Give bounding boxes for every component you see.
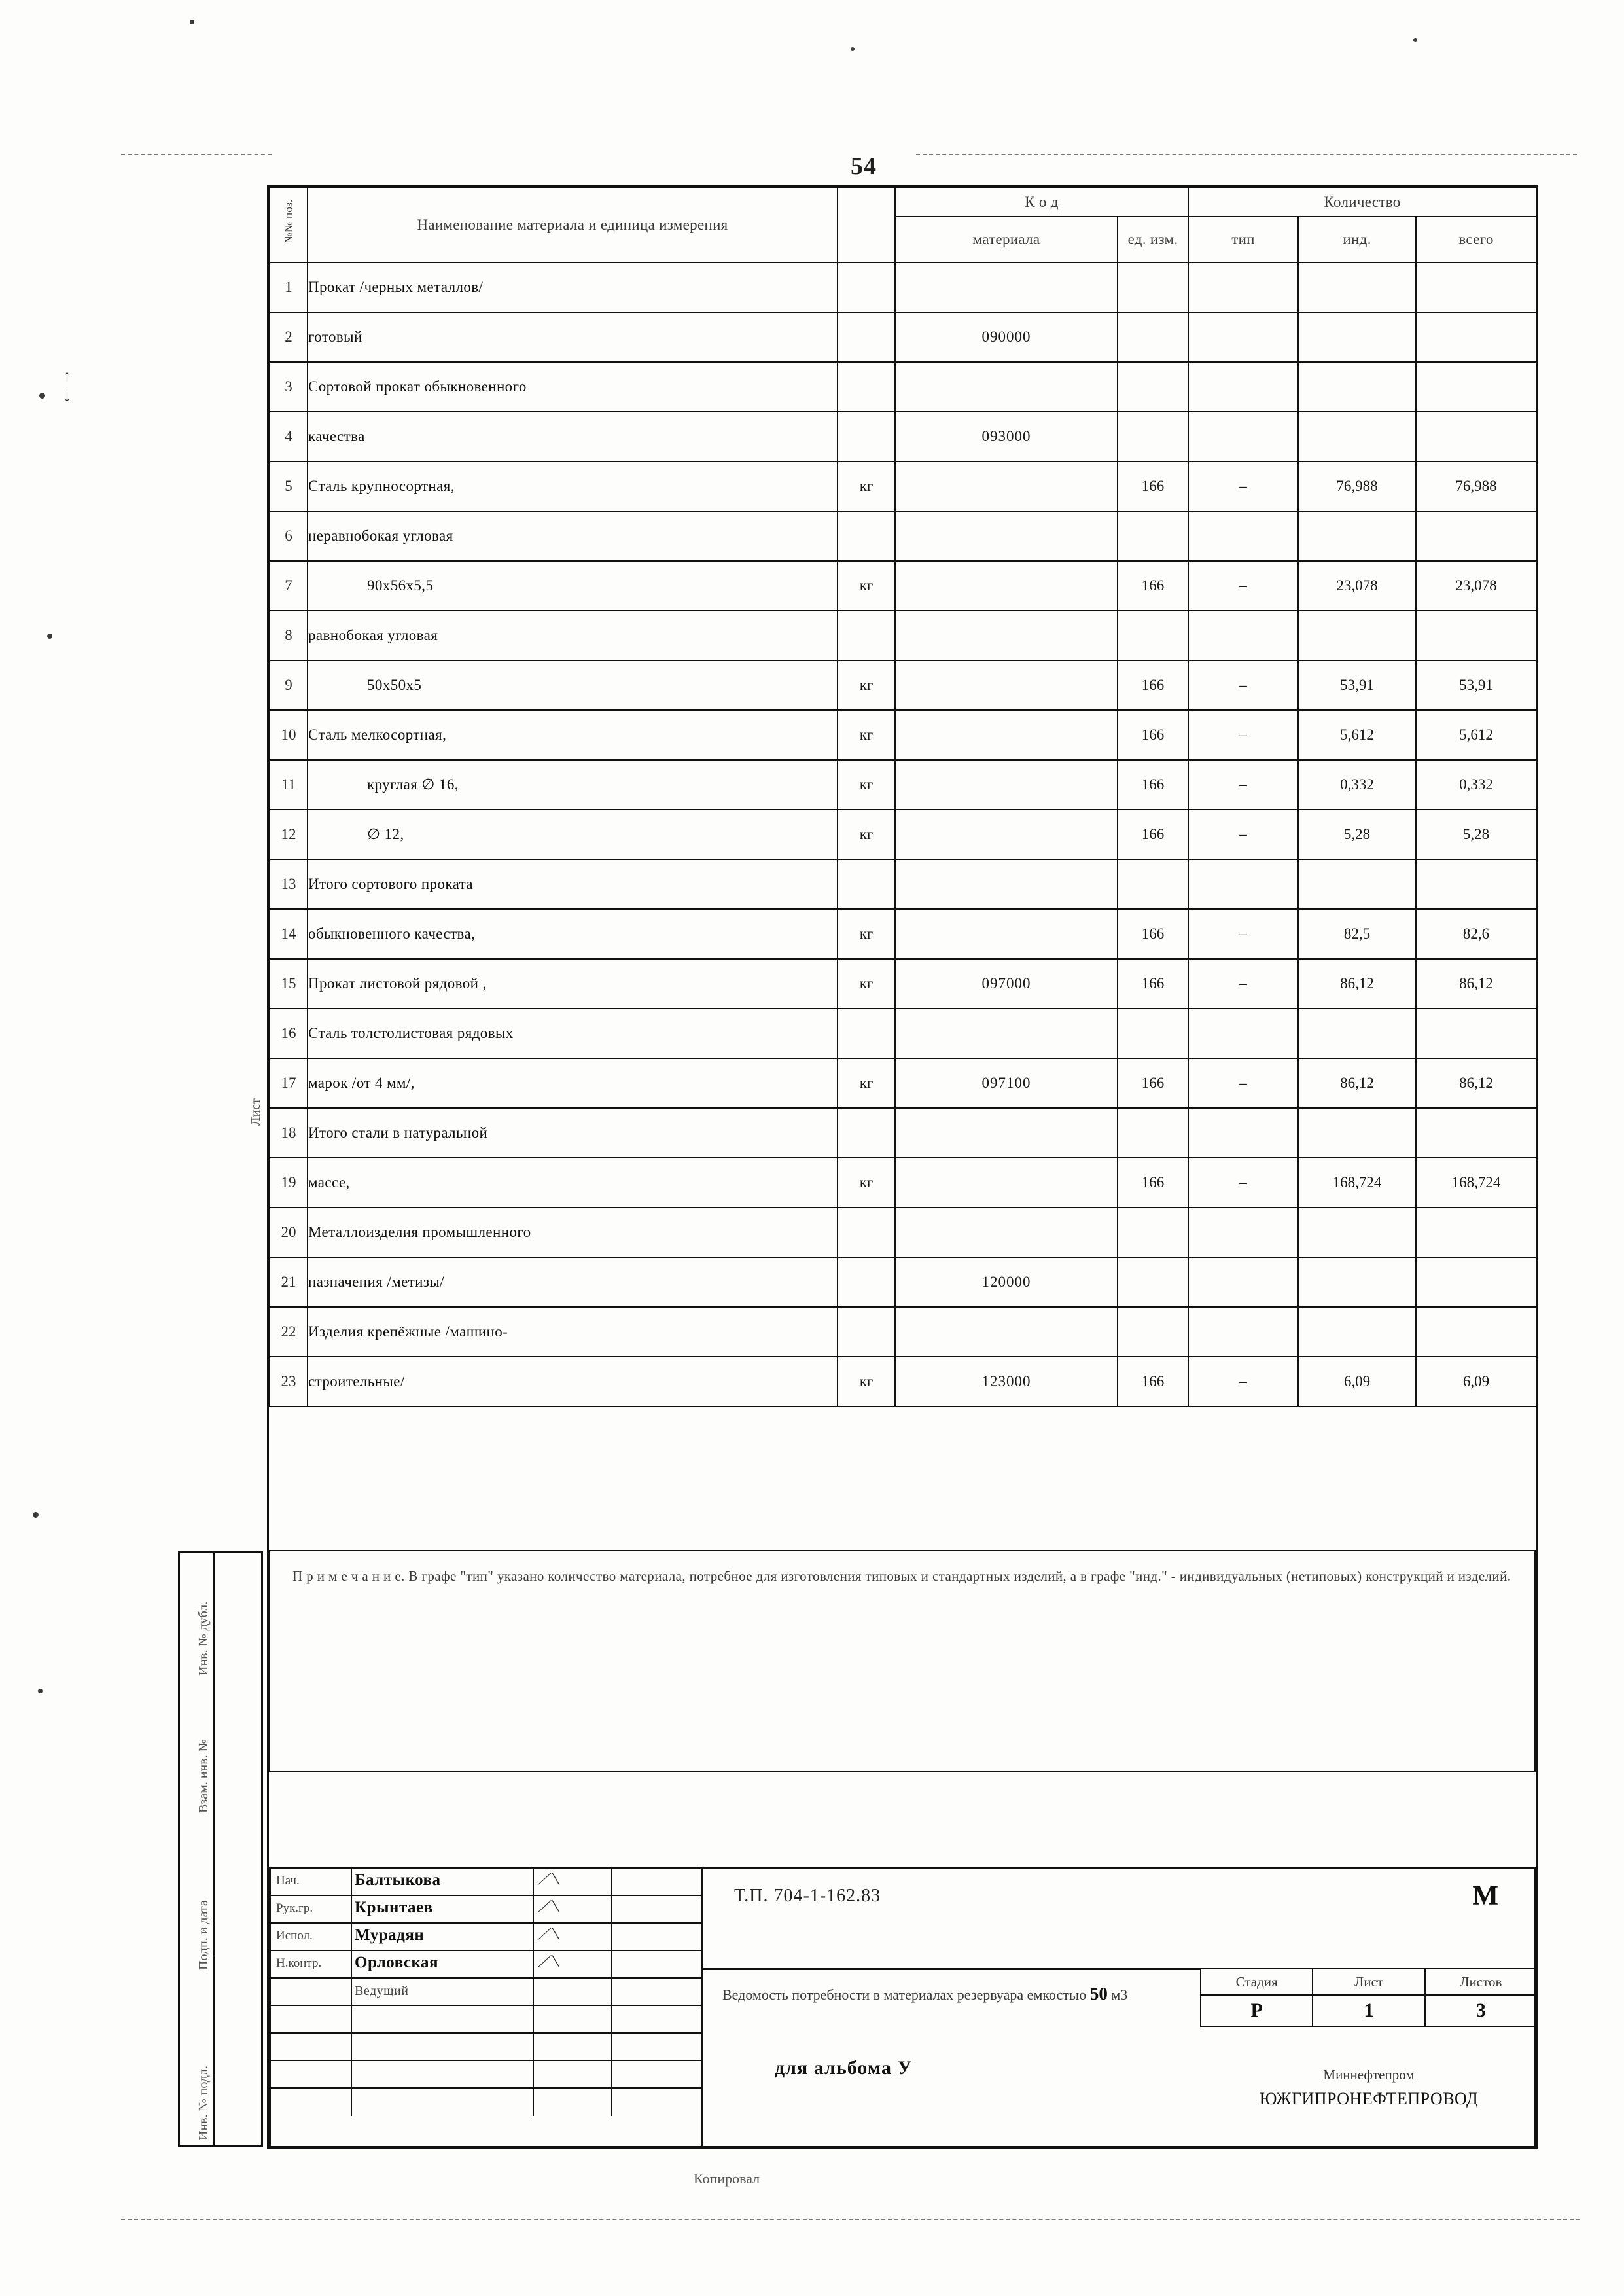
mark-letter: М bbox=[1472, 1881, 1498, 1911]
material-unit: кг bbox=[838, 1058, 895, 1108]
code-unit: 166 bbox=[1118, 1357, 1188, 1407]
qty-tip bbox=[1188, 412, 1298, 461]
scan-speck bbox=[33, 1512, 39, 1518]
material-code bbox=[895, 760, 1118, 810]
qty-total bbox=[1416, 611, 1536, 660]
code-unit bbox=[1118, 1009, 1188, 1058]
project-code: Т.П. 704-1-162.83 bbox=[734, 1886, 881, 1906]
row-number: 16 bbox=[270, 1009, 308, 1058]
margin-label-list: Лист bbox=[249, 1098, 263, 1126]
material-name: массе, bbox=[308, 1158, 838, 1208]
qty-total bbox=[1416, 262, 1536, 312]
material-name: строительные/ bbox=[308, 1357, 838, 1407]
code-unit bbox=[1118, 1208, 1188, 1257]
qty-total bbox=[1416, 859, 1536, 909]
code-unit: 166 bbox=[1118, 1058, 1188, 1108]
page-number: 54 bbox=[851, 152, 877, 180]
signature-role: Н.контр. bbox=[276, 1956, 322, 1970]
code-unit: 166 bbox=[1118, 461, 1188, 511]
row-number: 17 bbox=[270, 1058, 308, 1108]
row-number: 8 bbox=[270, 611, 308, 660]
material-name: готовый bbox=[308, 312, 838, 362]
title-block-center bbox=[703, 1869, 1200, 2146]
sheet-value: 1 bbox=[1313, 1995, 1424, 2026]
header-qty-total: всего bbox=[1416, 217, 1536, 262]
code-unit: 166 bbox=[1118, 710, 1188, 760]
material-unit: кг bbox=[838, 1357, 895, 1407]
material-unit: кг bbox=[838, 760, 895, 810]
margin-arrow-icon: ↑ ↓ bbox=[63, 367, 71, 405]
material-unit: кг bbox=[838, 710, 895, 760]
material-code bbox=[895, 611, 1118, 660]
code-unit: 166 bbox=[1118, 1158, 1188, 1208]
row-number: 18 bbox=[270, 1108, 308, 1158]
code-unit: 166 bbox=[1118, 760, 1188, 810]
signature-mark: ⟋⟍ bbox=[538, 1925, 560, 1943]
object-units: м3 bbox=[1111, 1986, 1128, 2003]
table-row bbox=[270, 611, 1536, 660]
notes-block bbox=[269, 1550, 1536, 1772]
material-name: 50х50х5 bbox=[308, 660, 838, 710]
qty-ind bbox=[1298, 262, 1416, 312]
scan-speck bbox=[190, 20, 194, 24]
header-code-unit: ед. изм. bbox=[1118, 217, 1188, 262]
qty-total bbox=[1416, 1009, 1536, 1058]
qty-tip bbox=[1188, 1108, 1298, 1158]
qty-total: 168,724 bbox=[1416, 1158, 1536, 1208]
material-unit bbox=[838, 262, 895, 312]
material-name: Металлоизделия промышленного bbox=[308, 1208, 838, 1257]
qty-ind: 168,724 bbox=[1298, 1158, 1416, 1208]
qty-tip bbox=[1188, 312, 1298, 362]
qty-total bbox=[1416, 312, 1536, 362]
material-name: качества bbox=[308, 412, 838, 461]
row-number: 20 bbox=[270, 1208, 308, 1257]
scan-speck bbox=[38, 1689, 43, 1693]
row-number: 14 bbox=[270, 909, 308, 959]
material-code bbox=[895, 660, 1118, 710]
signature-table bbox=[271, 1869, 703, 2146]
row-number: 15 bbox=[270, 959, 308, 1009]
code-unit: 166 bbox=[1118, 959, 1188, 1009]
table-row bbox=[270, 1307, 1536, 1357]
material-code bbox=[895, 909, 1118, 959]
qty-tip bbox=[1188, 262, 1298, 312]
material-name: Сталь толстолистовая рядовых bbox=[308, 1009, 838, 1058]
qty-ind: 76,988 bbox=[1298, 461, 1416, 511]
qty-ind: 86,12 bbox=[1298, 1058, 1416, 1108]
ministry-name: Миннефтепром bbox=[1323, 2067, 1415, 2083]
code-unit bbox=[1118, 1307, 1188, 1357]
qty-ind: 5,612 bbox=[1298, 710, 1416, 760]
row-number: 12 bbox=[270, 810, 308, 859]
material-code bbox=[895, 1108, 1118, 1158]
scan-speck bbox=[47, 634, 52, 639]
stage-header: Стадия bbox=[1201, 1969, 1313, 1995]
title-block bbox=[269, 1867, 1536, 2148]
scan-speck bbox=[851, 47, 855, 51]
qty-ind bbox=[1298, 412, 1416, 461]
material-unit bbox=[838, 1307, 895, 1357]
table-row bbox=[270, 262, 1536, 312]
code-unit bbox=[1118, 1257, 1188, 1307]
title-block-right bbox=[1200, 1869, 1538, 2146]
material-name: назначения /метизы/ bbox=[308, 1257, 838, 1307]
stage-sheet-table bbox=[1200, 1968, 1538, 2027]
material-code bbox=[895, 511, 1118, 561]
header-unit-spacer bbox=[838, 188, 895, 262]
table-row bbox=[270, 1158, 1536, 1208]
qty-total bbox=[1416, 1108, 1536, 1158]
object-volume: 50 bbox=[1089, 1984, 1108, 2003]
material-name: Сталь мелкосортная, bbox=[308, 710, 838, 760]
header-qty-tip: тип bbox=[1188, 217, 1298, 262]
table-row bbox=[270, 511, 1536, 561]
qty-tip: – bbox=[1188, 959, 1298, 1009]
table-row bbox=[270, 1009, 1536, 1058]
material-code bbox=[895, 1009, 1118, 1058]
row-number: 1 bbox=[270, 262, 308, 312]
qty-tip: – bbox=[1188, 1357, 1298, 1407]
material-unit bbox=[838, 859, 895, 909]
header-code-group: К о д bbox=[895, 188, 1188, 217]
left-margin-strip bbox=[178, 1551, 263, 2147]
trim-mark-bottom bbox=[121, 2219, 1580, 2220]
signature-row bbox=[271, 1924, 701, 1951]
row-number: 19 bbox=[270, 1158, 308, 1208]
signature-mark: ⟋⟍ bbox=[538, 1870, 560, 1888]
signature-row-empty bbox=[271, 2034, 701, 2061]
sheet-header: Лист bbox=[1313, 1969, 1424, 1995]
qty-total: 76,988 bbox=[1416, 461, 1536, 511]
table-row bbox=[270, 1108, 1536, 1158]
material-name: равнобокая угловая bbox=[308, 611, 838, 660]
signature-row-empty bbox=[271, 2089, 701, 2116]
row-number: 9 bbox=[270, 660, 308, 710]
sheets-value: 3 bbox=[1425, 1995, 1537, 2026]
table-row bbox=[270, 1257, 1536, 1307]
qty-ind: 53,91 bbox=[1298, 660, 1416, 710]
qty-ind bbox=[1298, 1208, 1416, 1257]
qty-tip: – bbox=[1188, 660, 1298, 710]
material-unit bbox=[838, 1009, 895, 1058]
code-unit bbox=[1118, 859, 1188, 909]
qty-ind: 6,09 bbox=[1298, 1357, 1416, 1407]
signature-row bbox=[271, 1896, 701, 1924]
qty-ind: 0,332 bbox=[1298, 760, 1416, 810]
code-unit bbox=[1118, 511, 1188, 561]
qty-total: 5,28 bbox=[1416, 810, 1536, 859]
material-code bbox=[895, 810, 1118, 859]
table-row bbox=[270, 1208, 1536, 1257]
qty-ind: 5,28 bbox=[1298, 810, 1416, 859]
qty-tip bbox=[1188, 1009, 1298, 1058]
material-unit: кг bbox=[838, 909, 895, 959]
material-unit: кг bbox=[838, 561, 895, 611]
material-code: 120000 bbox=[895, 1257, 1118, 1307]
row-number: 23 bbox=[270, 1357, 308, 1407]
qty-tip bbox=[1188, 1307, 1298, 1357]
code-unit: 166 bbox=[1118, 660, 1188, 710]
qty-ind: 82,5 bbox=[1298, 909, 1416, 959]
signature-row-empty bbox=[271, 2006, 701, 2034]
trim-mark-top-right bbox=[916, 154, 1577, 155]
qty-total: 86,12 bbox=[1416, 1058, 1536, 1108]
organization-block bbox=[1200, 2065, 1538, 2111]
table-row bbox=[270, 1357, 1536, 1407]
code-unit bbox=[1118, 412, 1188, 461]
material-code bbox=[895, 262, 1118, 312]
material-code bbox=[895, 1208, 1118, 1257]
material-unit bbox=[838, 1208, 895, 1257]
qty-total bbox=[1416, 1257, 1536, 1307]
material-unit: кг bbox=[838, 1158, 895, 1208]
row-number: 13 bbox=[270, 859, 308, 909]
row-number: 11 bbox=[270, 760, 308, 810]
code-unit: 166 bbox=[1118, 810, 1188, 859]
row-number: 2 bbox=[270, 312, 308, 362]
material-name: Изделия крепёжные /машино- bbox=[308, 1307, 838, 1357]
qty-ind bbox=[1298, 1108, 1416, 1158]
table-row bbox=[270, 1058, 1536, 1108]
qty-total: 53,91 bbox=[1416, 660, 1536, 710]
material-name: марок /от 4 мм/, bbox=[308, 1058, 838, 1108]
header-qty-ind: инд. bbox=[1298, 217, 1416, 262]
left-margin-divider bbox=[213, 1553, 215, 2145]
table-row bbox=[270, 859, 1536, 909]
signature-row bbox=[271, 1951, 701, 1979]
row-number: 4 bbox=[270, 412, 308, 461]
code-unit: 166 bbox=[1118, 909, 1188, 959]
copied-label: Копировал bbox=[694, 2170, 760, 2187]
materials-table-body bbox=[270, 262, 1536, 1407]
material-name: обыкновенного качества, bbox=[308, 909, 838, 959]
qty-ind: 23,078 bbox=[1298, 561, 1416, 611]
material-name: Сталь крупносортная, bbox=[308, 461, 838, 511]
material-unit bbox=[838, 312, 895, 362]
stage-value: Р bbox=[1201, 1995, 1313, 2026]
header-row-number: №№ поз. bbox=[270, 188, 308, 262]
qty-tip: – bbox=[1188, 1058, 1298, 1108]
material-code bbox=[895, 1307, 1118, 1357]
signature-role: Нач. bbox=[276, 1874, 300, 1888]
material-unit: кг bbox=[838, 660, 895, 710]
signature-mark: ⟋⟍ bbox=[538, 1897, 560, 1916]
row-number: 22 bbox=[270, 1307, 308, 1357]
table-row bbox=[270, 561, 1536, 611]
signature-row bbox=[271, 1979, 701, 2006]
qty-ind bbox=[1298, 1009, 1416, 1058]
margin-label-inv-dubl: Инв. № дубл. bbox=[196, 1601, 211, 1676]
qty-tip: – bbox=[1188, 810, 1298, 859]
table-row bbox=[270, 710, 1536, 760]
material-unit bbox=[838, 412, 895, 461]
qty-tip: – bbox=[1188, 461, 1298, 511]
material-code: 093000 bbox=[895, 412, 1118, 461]
material-name: Итого стали в натуральной bbox=[308, 1108, 838, 1158]
qty-tip bbox=[1188, 362, 1298, 412]
table-row bbox=[270, 312, 1536, 362]
qty-total bbox=[1416, 511, 1536, 561]
qty-tip bbox=[1188, 611, 1298, 660]
table-row bbox=[270, 660, 1536, 710]
qty-total bbox=[1416, 1307, 1536, 1357]
document-title bbox=[722, 1981, 1180, 2007]
qty-tip: – bbox=[1188, 909, 1298, 959]
qty-ind bbox=[1298, 611, 1416, 660]
signature-name: Мурадян bbox=[355, 1926, 425, 1944]
header-quantity-group: Количество bbox=[1188, 188, 1536, 217]
row-number: 3 bbox=[270, 362, 308, 412]
table-row bbox=[270, 810, 1536, 859]
margin-label-podp-data: Подп. и дата bbox=[196, 1900, 211, 1970]
row-number: 21 bbox=[270, 1257, 308, 1307]
material-code: 123000 bbox=[895, 1357, 1118, 1407]
code-unit bbox=[1118, 362, 1188, 412]
qty-tip: – bbox=[1188, 760, 1298, 810]
material-code: 090000 bbox=[895, 312, 1118, 362]
material-unit bbox=[838, 1108, 895, 1158]
material-name: ∅ 12, bbox=[308, 810, 838, 859]
code-unit bbox=[1118, 262, 1188, 312]
qty-ind bbox=[1298, 511, 1416, 561]
qty-ind bbox=[1298, 1307, 1416, 1357]
album-label: для альбома У bbox=[775, 2057, 913, 2079]
signature-name: Крынтаев bbox=[355, 1899, 433, 1916]
table-row bbox=[270, 909, 1536, 959]
scan-speck bbox=[1413, 38, 1417, 42]
material-code bbox=[895, 1158, 1118, 1208]
material-name: Итого сортового проката bbox=[308, 859, 838, 909]
material-name: круглая ∅ 16, bbox=[308, 760, 838, 810]
signature-name: Ведущий bbox=[355, 1984, 409, 1998]
signature-name: Балтыкова bbox=[355, 1871, 441, 1889]
materials-table bbox=[269, 187, 1537, 1407]
qty-total bbox=[1416, 1208, 1536, 1257]
margin-label-vzam-inv: Взам. инв. № bbox=[196, 1739, 211, 1813]
qty-ind: 86,12 bbox=[1298, 959, 1416, 1009]
code-unit bbox=[1118, 1108, 1188, 1158]
material-code bbox=[895, 710, 1118, 760]
qty-ind bbox=[1298, 1257, 1416, 1307]
material-code bbox=[895, 461, 1118, 511]
code-unit bbox=[1118, 312, 1188, 362]
qty-total: 5,612 bbox=[1416, 710, 1536, 760]
material-code bbox=[895, 362, 1118, 412]
qty-total: 23,078 bbox=[1416, 561, 1536, 611]
code-unit bbox=[1118, 611, 1188, 660]
institute-name: ЮЖГИПРОНЕФТЕПРОВОД bbox=[1259, 2089, 1479, 2108]
material-code bbox=[895, 859, 1118, 909]
material-unit: кг bbox=[838, 461, 895, 511]
signature-row bbox=[271, 1869, 701, 1896]
qty-total bbox=[1416, 362, 1536, 412]
margin-label-inv-podl: Инв. № подл. bbox=[196, 2066, 211, 2140]
material-code: 097100 bbox=[895, 1058, 1118, 1108]
material-code: 097000 bbox=[895, 959, 1118, 1009]
qty-tip: – bbox=[1188, 1158, 1298, 1208]
material-name: Сортовой прокат обыкновенного bbox=[308, 362, 838, 412]
header-material-name: Наименование материала и единица измерения bbox=[308, 188, 838, 262]
qty-tip: – bbox=[1188, 561, 1298, 611]
qty-total bbox=[1416, 412, 1536, 461]
qty-tip bbox=[1188, 859, 1298, 909]
table-row bbox=[270, 959, 1536, 1009]
table-row bbox=[270, 760, 1536, 810]
code-unit: 166 bbox=[1118, 561, 1188, 611]
material-code bbox=[895, 561, 1118, 611]
signature-row-empty bbox=[271, 2061, 701, 2089]
material-unit bbox=[838, 362, 895, 412]
qty-total: 86,12 bbox=[1416, 959, 1536, 1009]
material-unit: кг bbox=[838, 810, 895, 859]
row-number: 10 bbox=[270, 710, 308, 760]
qty-total: 82,6 bbox=[1416, 909, 1536, 959]
table-row bbox=[270, 461, 1536, 511]
material-name: неравнобокая угловая bbox=[308, 511, 838, 561]
qty-tip bbox=[1188, 511, 1298, 561]
sheets-header: Листов bbox=[1425, 1969, 1537, 1995]
qty-total: 6,09 bbox=[1416, 1357, 1536, 1407]
material-name: Прокат /черных металлов/ bbox=[308, 262, 838, 312]
material-unit: кг bbox=[838, 959, 895, 1009]
material-name: Прокат листовой рядовой , bbox=[308, 959, 838, 1009]
row-number: 7 bbox=[270, 561, 308, 611]
row-number: 6 bbox=[270, 511, 308, 561]
qty-tip bbox=[1188, 1208, 1298, 1257]
material-unit bbox=[838, 511, 895, 561]
qty-ind bbox=[1298, 362, 1416, 412]
signature-mark: ⟋⟍ bbox=[538, 1952, 560, 1971]
material-unit bbox=[838, 611, 895, 660]
signature-role: Испол. bbox=[276, 1929, 313, 1943]
notes-text: П р и м е ч а н и е. В графе "тип" указано количество материала, потребное для изготовления типовых и стандартных изделий, а в графе "инд." - индивидуальных (нетиповых) конструкций и изделий. bbox=[292, 1568, 1511, 1584]
document-title-text: Ведомость потребности в материалах резервуара емкостью bbox=[722, 1986, 1087, 2003]
signature-role: Рук.гр. bbox=[276, 1901, 313, 1915]
table-row bbox=[270, 412, 1536, 461]
trim-mark-top-left bbox=[121, 154, 272, 155]
material-unit bbox=[838, 1257, 895, 1307]
row-number: 5 bbox=[270, 461, 308, 511]
material-name: 90х56х5,5 bbox=[308, 561, 838, 611]
qty-tip: – bbox=[1188, 710, 1298, 760]
table-row bbox=[270, 362, 1536, 412]
scan-speck bbox=[39, 393, 45, 399]
qty-tip bbox=[1188, 1257, 1298, 1307]
signature-name: Орловская bbox=[355, 1954, 439, 1971]
qty-ind bbox=[1298, 859, 1416, 909]
header-code-material: материала bbox=[895, 217, 1118, 262]
qty-ind bbox=[1298, 312, 1416, 362]
qty-total: 0,332 bbox=[1416, 760, 1536, 810]
